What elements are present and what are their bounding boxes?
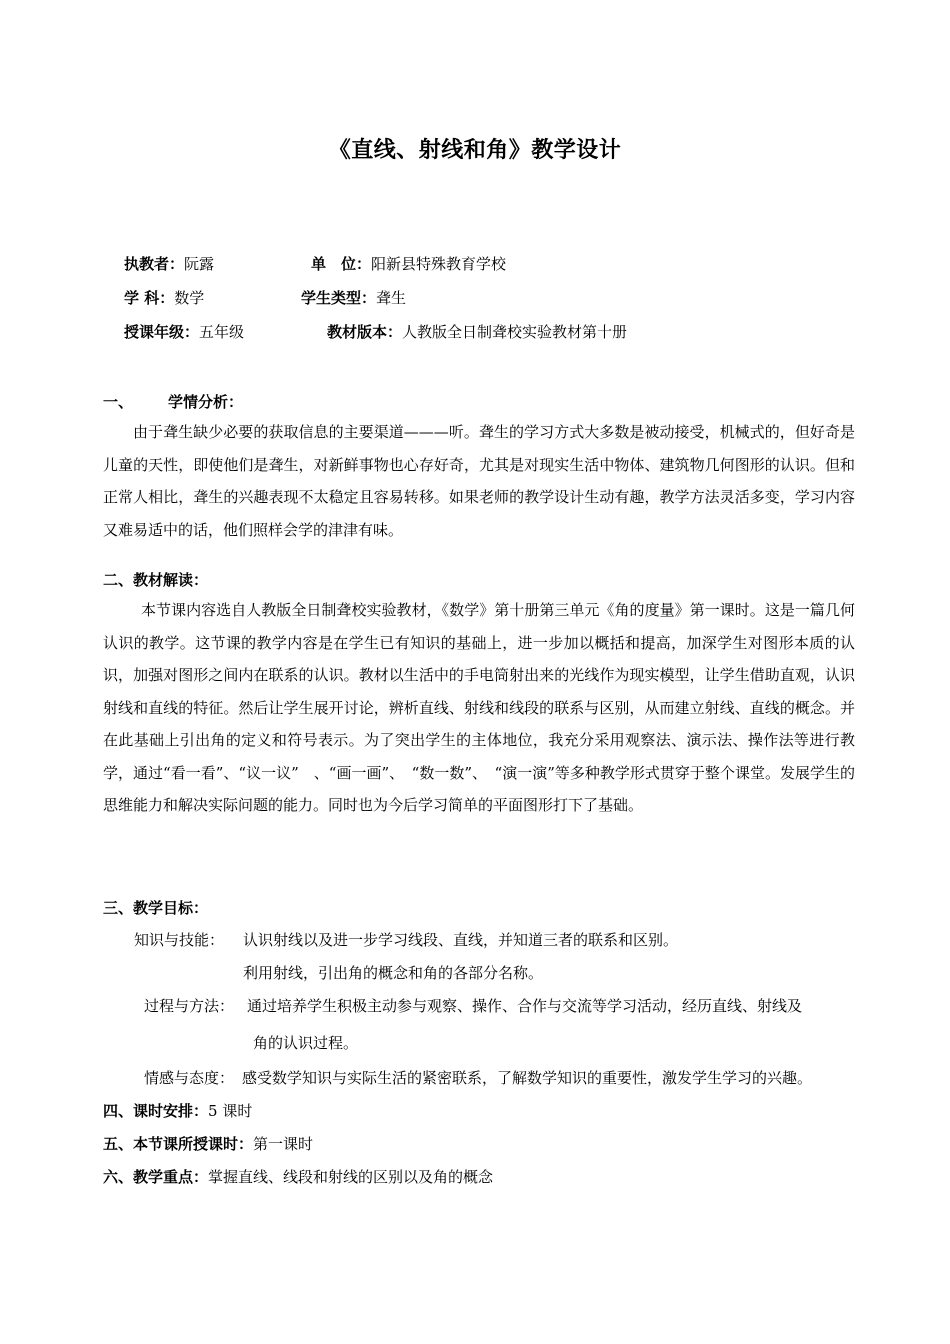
section-2-heading: 二、教材解读： — [103, 571, 209, 589]
textbook-row — [327, 322, 627, 342]
process-line-2: 角的认识过程。 — [253, 1034, 359, 1052]
unit-row — [311, 254, 506, 274]
section-6-heading: 六、教学重点： — [103, 1168, 209, 1186]
unit-value: 阳新县特殊教育学校 — [371, 255, 507, 273]
section-4-value: 5 课时 — [208, 1102, 253, 1120]
teacher-label: 执教者： — [124, 255, 185, 273]
textbook-value: 人教版全日制聋校实验教材第十册 — [402, 323, 628, 341]
knowledge-line-2: 利用射线，引出角的概念和角的各部分名称。 — [243, 964, 544, 982]
grade-value: 五年级 — [199, 323, 245, 341]
section-4-heading: 四、课时安排： — [103, 1102, 209, 1120]
section-6 — [103, 1167, 493, 1187]
student-type-row — [301, 288, 406, 308]
section-3-heading: 三、教学目标： — [103, 899, 209, 917]
section-4 — [103, 1101, 252, 1121]
student-type-value: 聋生 — [376, 289, 407, 307]
section-2-body: 本节课内容选自人教版全日制聋校实验教材，《数学》第十册第三单元《角的度量》第一课时。这是一篇几何认识的教学。这节课的教学内容是在学生已有知识的基础上，进一步加以概括和提高，加深学生对图形本质的认识，加强对图形之间内在联系的认识。教材以生活中的手电筒射出来的光线作为现实模型，让学生借助直观，认识射线和直线的特征。然后让学生展开讨论，辨析直线、射线和线段的联系与区别，从而建立射线、直线的概念。并在此基础上引出角的定义和符号表示。为了突出学生的主体地位，我充分采用观察法、演示法、操作法等进行教学，通过“看一看”、“议一议” 、“画一画”、 “数一数”、 “演一演”等多种教学形式贯穿于整个课堂。发展学生的思维能力和解决实际问题的能力。同时也为今后学习简单的平面图形打下了基础。 — [103, 601, 855, 814]
section-1-heading: 学情分析： — [168, 393, 244, 411]
subject-value: 数学 — [174, 289, 205, 307]
section-1-number: 一、 — [103, 393, 134, 411]
process-line-1: 通过培养学生积极主动参与观察、操作、合作与交流等学习活动，经历直线、射线及 — [247, 997, 803, 1015]
subject-label: 学 科： — [124, 289, 175, 307]
subject-row — [124, 288, 204, 308]
section-6-value: 掌握直线、线段和射线的区别以及角的概念 — [208, 1168, 494, 1186]
document-title: 《直线、射线和角》教学设计 — [328, 138, 622, 163]
emotion-label: 情感与态度： — [144, 1069, 235, 1087]
knowledge-label: 知识与技能： — [134, 931, 225, 949]
student-type-label: 学生类型： — [301, 289, 377, 307]
section-1-body: 由于聋生缺少必要的获取信息的主要渠道———听。聋生的学习方式大多数是被动接受，机械式的，但好奇是儿童的天性，即使他们是聋生，对新鲜事物也心存好奇，尤其是对现实生活中物体、建筑物几何图形的认识。但和正常人相比，聋生的兴趣表现不太稳定且容易转移。如果老师的教学设计生动有趣，教学方法灵活多变，学习内容又难易适中的话，他们照样会学的津津有味。 — [103, 423, 855, 539]
textbook-label: 教材版本： — [327, 323, 403, 341]
section-5-heading: 五、本节课所授课时： — [103, 1135, 254, 1153]
section-5 — [103, 1134, 313, 1154]
process-label: 过程与方法： — [144, 997, 235, 1015]
grade-row — [124, 322, 244, 342]
knowledge-line-1: 认识射线以及进一步学习线段、直线，并知道三者的联系和区别。 — [243, 931, 679, 949]
teacher-row — [124, 254, 214, 274]
section-5-value: 第一课时 — [253, 1135, 314, 1153]
unit-label: 单 位： — [311, 255, 372, 273]
teacher-value: 阮露 — [184, 255, 215, 273]
emotion-text: 感受数学知识与实际生活的紧密联系，了解数学知识的重要性，激发学生学习的兴趣。 — [242, 1069, 813, 1087]
grade-label: 授课年级： — [124, 323, 200, 341]
